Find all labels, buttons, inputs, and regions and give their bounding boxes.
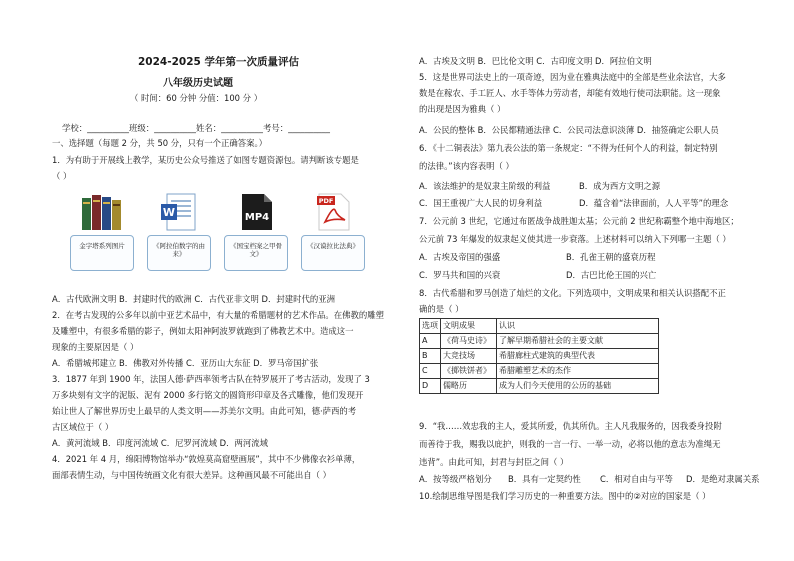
table-row [420, 334, 659, 349]
table-header-cell: 文明成果 [441, 319, 497, 334]
question-9-option-d: D．是绝对隶属关系 [686, 474, 760, 484]
exam-subject: 八年级历史试题 [163, 78, 233, 89]
table-cell: 希腊雕塑艺术的杰作 [497, 364, 659, 379]
table-cell: 儒略历 [441, 379, 497, 394]
question-9-stem: 而善待于我，赐我以庇护，则我的一言一行、一举一动，必将以他的意志为准绳无 [419, 439, 721, 449]
exam-meta: （ 时间：60 分钟 分值：100 分 ） [130, 93, 263, 103]
question-2-stem: 及雕塑中，有很多希腊的影子，例如太阳神阿波罗就跑到了佛教艺术中。造成这一 [52, 326, 354, 336]
exam-title: 2024-2025 学年第一次质量评估 [138, 56, 299, 68]
table-cell: 成为人们今天使用的公历的基础 [497, 379, 659, 394]
section-heading: 一、选择题（每题 2 分，共 50 分，只有一个正确答案。） [52, 138, 268, 148]
question-6-option-b: B．成为西方文明之源 [579, 181, 661, 191]
question-6-option-c: C．国王重视广大人民的切身利益 [419, 198, 543, 208]
table-row [420, 349, 659, 364]
resource-tile [70, 192, 134, 272]
table-cell: 希腊廊柱式建筑的典型代表 [497, 349, 659, 364]
question-2-stem: 现象的主要原因是（ ） [52, 342, 139, 352]
mp4-file-icon [234, 192, 278, 232]
question-5-stem: 的出现是因为雅典（ ） [419, 104, 506, 114]
question-8-stem: 8．古代希腊和罗马创造了灿烂的文化。下列选项中，文明成果和相关认识搭配不正 [419, 288, 726, 298]
table-row [420, 379, 659, 394]
question-6-stem: 6．《十二铜表法》第九表公法的第一条规定：“不得为任何个人的利益，制定特别 [419, 143, 718, 153]
right-column [397, 0, 794, 561]
question-3-stem: 万多块刻有文字的泥版、泥有 2000 多行铭文的圆筒形印章及各式雕像，他们发现开 [52, 390, 364, 400]
question-5-stem: 数是在稼农、手工匠人、水手等体力劳动者，却能有效地行使司法职能。这一现象 [419, 88, 721, 98]
question-1-stem: 1．为有助于开展线上教学，某历史公众号推送了如图专题资源包。请判断该专题是 [52, 155, 359, 165]
tile-caption: 《阿拉伯数字的由来》 [147, 235, 211, 271]
question-8-table [419, 318, 659, 394]
svg-text:W: W [162, 206, 176, 219]
question-9-option-c: C．相对自由与平等 [600, 474, 673, 484]
question-5-stem: 5．这是世界司法史上的一项奇迹，因为业在雅典法庭中的全部是些业余法官，大多 [419, 72, 726, 82]
question-7-option-c: C．罗马共和国的兴衰 [419, 270, 501, 280]
svg-text:MP4: MP4 [244, 212, 270, 223]
pdf-adobe-icon [311, 192, 355, 232]
question-4-options: A．古埃及文明 B．巴比伦文明 C．古印度文明 D．阿拉伯文明 [419, 56, 652, 66]
resource-tile [147, 192, 211, 272]
table-cell: 《掷铁饼者》 [441, 364, 497, 379]
question-3-stem: 古区域位于（ ） [52, 422, 114, 432]
question-7-stem: 7．公元前 3 世纪，它通过布匿战争战胜迦太基；公元前 2 世纪称霸整个地中海地区； [419, 216, 739, 226]
question-4-stem: 面部表情生动，与中国传统画文化有很大差异。这种画风最不可能出自（ ） [52, 470, 332, 480]
table-cell: B [420, 349, 441, 364]
question-7-option-a: A．古埃及帝国的强盛 [419, 252, 501, 262]
svg-text:PDF: PDF [318, 197, 334, 205]
table-cell: 了解早期希腊社会的主要文献 [497, 334, 659, 349]
question-9-stem: 违背”。由此可知，封君与封臣之间（ ） [419, 457, 569, 467]
table-cell: A [420, 334, 441, 349]
question-2-options: A．希腊城邦建立 B．佛教对外传播 C．亚历山大东征 D．罗马帝国扩张 [52, 358, 319, 368]
table-row [420, 364, 659, 379]
question-9-stem: 9．“我……效忠我的主人，爱其所爱，仇其所仇。主人凡我服务的，因我委身投附 [419, 421, 722, 431]
question-6-option-a: A．该法维护的是奴隶主阶级的利益 [419, 181, 551, 191]
student-info-line: 学校：__________班级：__________姓名：__________考号：__________ [62, 123, 330, 133]
table-cell: C [420, 364, 441, 379]
question-9-option-b: B．具有一定契约性 [508, 474, 581, 484]
question-7-option-b: B．孔雀王朝的盛衰历程 [566, 252, 656, 262]
question-3-stem: 始让世人了解世界历史上最早的人类文明——苏美尔文明。由此可知，德·萨西的考 [52, 406, 357, 416]
question-1-options: A．古代欧洲文明 B．封建时代的欧洲 C．古代亚非文明 D．封建时代的亚洲 [52, 294, 336, 304]
tile-caption: 金字塔系列图片 [70, 235, 134, 271]
question-2-stem: 2．在考古发现的公多年以前中亚艺术品中，有大量的希腊题材的艺术作品。在佛教的雕塑 [52, 310, 384, 320]
question-4-stem: 4．2021 年 4 月，绵阳博物馆举办“敦煌莫高窟壁画展”，其中不少佛像衣衫单薄， [52, 454, 361, 464]
question-8-stem: 确的是（ ） [419, 304, 464, 314]
resource-pack-figure [70, 192, 370, 272]
resource-tile [224, 192, 288, 272]
question-6-stem: 的法律。”该内容表明（ ） [419, 161, 514, 171]
question-5-options: A．公民的整体 B．公民都精通法律 C．公民司法意识淡薄 D．抽签确定公职人员 [419, 125, 719, 135]
question-7-stem: 公元前 73 年爆发的奴隶起义使其进一步衰落。上述材料可以纳入下列哪一主题（ ） [419, 234, 731, 244]
table-header-cell: 选项 [420, 319, 441, 334]
books-icon [80, 192, 124, 232]
table-cell: 《荷马史诗》 [441, 334, 497, 349]
tile-caption: 《汉谟拉比法典》 [301, 235, 365, 271]
question-10-stem: 10.绘制思维导图是我们学习历史的一种重要方法。图中的②对应的国家是（ ） [419, 491, 711, 501]
question-6-option-d: D．蕴含着“法律面前，人人平等”的理念 [579, 198, 729, 208]
question-1-blank: （ ） [52, 171, 72, 181]
table-header-cell: 认识 [497, 319, 659, 334]
word-document-icon [157, 192, 201, 232]
question-9-option-a: A．按等级严格划分 [419, 474, 492, 484]
resource-tile [301, 192, 365, 272]
question-3-stem: 3．1877 年到 1900 年，法国人德·萨西率领考古队在特罗展开了考古活动，发现了 3 [52, 374, 370, 384]
table-header-row [420, 319, 659, 334]
question-7-option-d: D．古巴比伦王国的兴亡 [566, 270, 657, 280]
table-cell: 大竞技场 [441, 349, 497, 364]
table-cell: D [420, 379, 441, 394]
tile-caption: 《国宝档案之甲骨文》 [224, 235, 288, 271]
question-3-options: A．黄河流域 B．印度河流域 C．尼罗河流域 D．两河流域 [52, 438, 269, 448]
